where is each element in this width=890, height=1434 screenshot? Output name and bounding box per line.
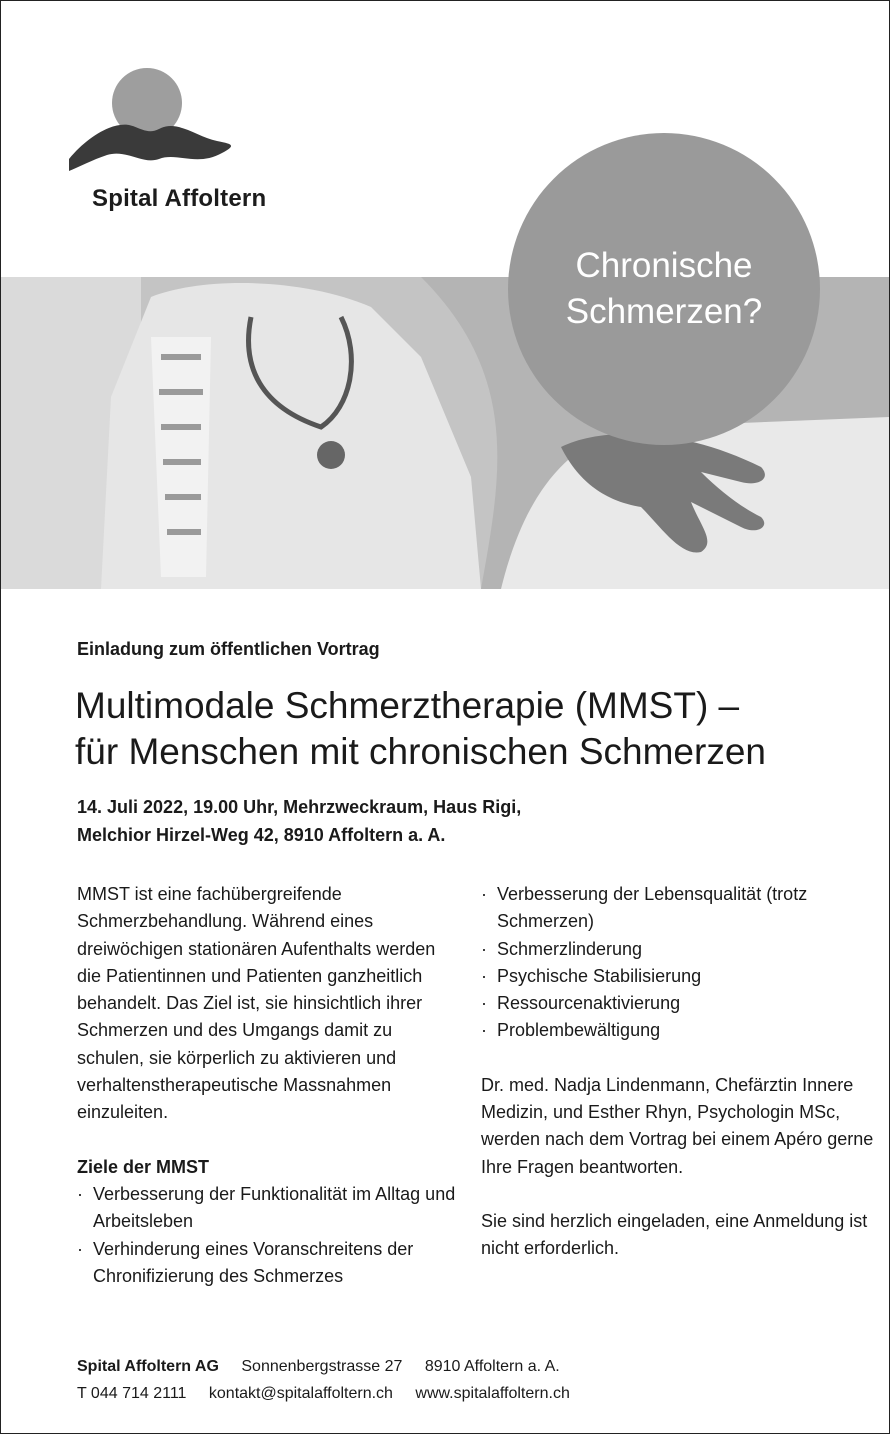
circle-line-1: Chronische	[575, 246, 753, 285]
footer-web-link[interactable]: www.spitalaffoltern.ch	[415, 1385, 570, 1402]
footer-city: 8910 Affoltern a. A.	[424, 1358, 560, 1375]
logo-wordmark: Spital Affoltern	[92, 185, 267, 212]
goals-list-right	[481, 881, 881, 1045]
event-details	[77, 793, 837, 849]
hospital-logo	[67, 67, 307, 217]
kicker: Einladung zum öffentlichen Vortrag	[77, 639, 380, 659]
intro-paragraph: MMST ist eine fachübergreifende Schmerzbehandlung. Während eines dreiwöchigen stationären Aufenthalts werden die Patientinnen und Patienten ganzheitlich behandelt. Das Ziel ist, sie hinsichtlich ihrer Schmerzen und des Umgangs damit zu schulen, sie körperlich zu aktivieren und verhaltenstherapeutische Massnahmen einzuleiten.	[77, 884, 436, 1123]
headline-line-1: Multimodale Schmerztherapie (MMST) –	[75, 685, 740, 726]
footer-org: Spital Affoltern AG	[77, 1358, 219, 1375]
footer-street: Sonnenbergstrasse 27	[241, 1358, 403, 1375]
event-address-line: Melchior Hirzel-Weg 42, 8910 Affoltern a. A.	[77, 825, 446, 845]
left-column	[77, 881, 457, 1290]
headline	[75, 683, 875, 775]
footer-email-link[interactable]: kontakt@spitalaffoltern.ch	[208, 1385, 393, 1402]
list-item: · Psychische Stabilisierung	[481, 963, 881, 990]
right-column	[481, 881, 881, 1263]
invite-paragraph: Sie sind herzlich eingeladen, eine Anmeldung ist nicht erforderlich.	[481, 1210, 868, 1259]
list-item: · Verbesserung der Funktionalität im Alltag und Arbeitsleben	[77, 1181, 457, 1236]
list-item: · Ressourcenaktivierung	[481, 990, 881, 1017]
goals-list-left	[77, 1181, 457, 1290]
footer-contact	[77, 1353, 588, 1407]
goals-title: Ziele der MMST	[77, 1156, 210, 1177]
speakers-paragraph: Dr. med. Nadja Lindenmann, Chefärztin Innere Medizin, und Esther Rhyn, Psychologin MSc, werden nach dem Vortrag bei einem Apéro gerne Ihre Fragen beantworten.	[481, 1074, 874, 1177]
list-item: · Schmerzlinderung	[481, 936, 881, 963]
headline-line-2: für Menschen mit chronischen Schmerzen	[75, 731, 766, 772]
list-item: · Problembewältigung	[481, 1017, 881, 1044]
list-item: · Verhinderung eines Voranschreitens der Chronifizierung des Schmerzes	[77, 1236, 457, 1291]
list-item: · Verbesserung der Lebensqualität (trotz Schmerzen)	[481, 881, 881, 936]
event-date-line: 14. Juli 2022, 19.00 Uhr, Mehrzweckraum, Haus Rigi,	[77, 797, 522, 817]
footer-phone[interactable]: T 044 714 2111	[77, 1385, 187, 1402]
circle-line-2: Schmerzen?	[565, 292, 763, 331]
headline-circle	[508, 133, 820, 445]
sun-mountain-logo-icon	[67, 67, 307, 187]
